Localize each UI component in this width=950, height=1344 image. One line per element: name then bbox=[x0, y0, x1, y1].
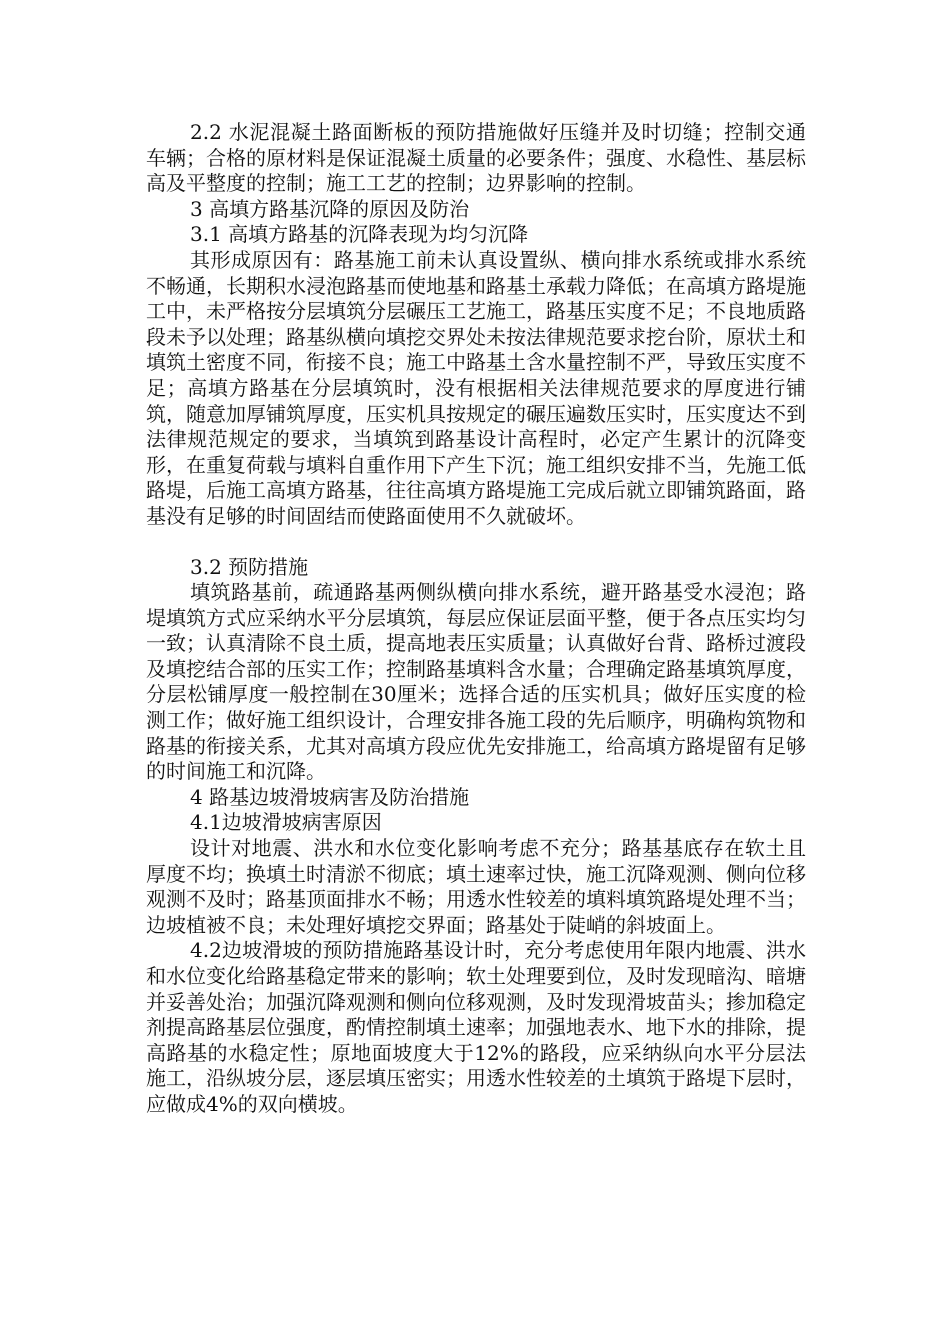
document-body bbox=[146, 120, 806, 1118]
paragraph-2-2-cement-slab-prevention: 2.2 水泥混凝土路面断板的预防措施做好压缝并及时切缝；控制交通车辆；合格的原材料是保证混凝土质量的必要条件；强度、水稳性、基层标高及平整度的控制；施工工艺的控制；边界影响的控制。 bbox=[146, 120, 806, 196]
paragraph-3-1-causes: 其形成原因有：路基施工前未认真设置纵、横向排水系统或排水系统不畅通，长期积水浸泡路基而使地基和路基土承载力降低；在高填方路堤施工中，未严格按分层填筑分层碾压工艺施工，路基压实度不足；不良地质路段未予以处理；路基纵横向填挖交界处未按法律规范要求挖台阶，原状土和填筑土密度不同，衔接不良；施工中路基土含水量控制不严，导致压实度不足；高填方路基在分层填筑时，没有根据相关法律规范要求的厚度进行铺筑，随意加厚铺筑厚度，压实机具按规定的碾压遍数压实时，压实度达不到法律规范规定的要求，当填筑到路基设计高程时，必定产生累计的沉降变形，在重复荷载与填料自重作用下产生下沉；施工组织安排不当，先施工低路堤，后施工高填方路基，往往高填方路堤施工完成后就立即铺筑路面，路基没有足够的时间固结而使路面使用不久就破坏。 bbox=[146, 247, 806, 528]
paragraph-4-1-causes: 设计对地震、洪水和水位变化影响考虑不充分；路基基底存在软土且厚度不均；换填土时清淤不彻底；填土速率过快，施工沉降观测、侧向位移观测不及时；路基顶面排水不畅；用透水性较差的填料填筑路堤处理不当；边坡植被不良；未处理好填挖交界面；路基处于陡峭的斜坡面上。 bbox=[146, 836, 806, 937]
heading-3-high-fill-settlement: 3 高填方路基沉降的原因及防治 bbox=[190, 196, 470, 221]
heading-4-1-landslide-causes: 4.1边坡滑坡病害原因 bbox=[190, 810, 382, 835]
paragraph-4-2-prevention-measures: 4.2边坡滑坡的预防措施路基设计时，充分考虑使用年限内地震、洪水和水位变化给路基稳定带来的影响；软土处理要到位，及时发现暗沟、暗塘并妥善处治；加强沉降观测和侧向位移观测，及时发现滑坡苗头；掺加稳定剂提高路基层位强度，酌情控制填土速率；加强地表水、地下水的排除，提高路基的水稳定性；原地面坡度大于12%的路段，应采纳纵向水平分层法施工，沿纵坡分层，逐层填压密实；用透水性较差的土填筑于路堤下层时，应做成4%的双向横坡。 bbox=[146, 938, 806, 1116]
heading-3-1-settlement-appearance: 3.1 高填方路基的沉降表现为均匀沉降 bbox=[190, 222, 529, 247]
paragraph-3-2-prevention-measures: 填筑路基前，疏通路基两侧纵横向排水系统，避开路基受水浸泡；路堤填筑方式应采纳水平分层填筑，每层应保证层面平整，便于各点压实均匀一致；认真清除不良土质，提高地表压实质量；认真做好台背、路桥过渡段及填挖结合部的压实工作；控制路基填料含水量；合理确定路基填筑厚度，分层松铺厚度一般控制在30厘米；选择合适的压实机具；做好压实度的检测工作；做好施工组织设计，合理安排各施工段的先后顺序，明确构筑物和路基的衔接关系，尤其对高填方段应优先安排施工，给高填方路堤留有足够的时间施工和沉降。 bbox=[146, 580, 806, 784]
heading-3-2-prevention: 3.2 预防措施 bbox=[190, 554, 309, 579]
heading-4-slope-landslide: 4 路基边坡滑坡病害及防治措施 bbox=[190, 784, 470, 809]
